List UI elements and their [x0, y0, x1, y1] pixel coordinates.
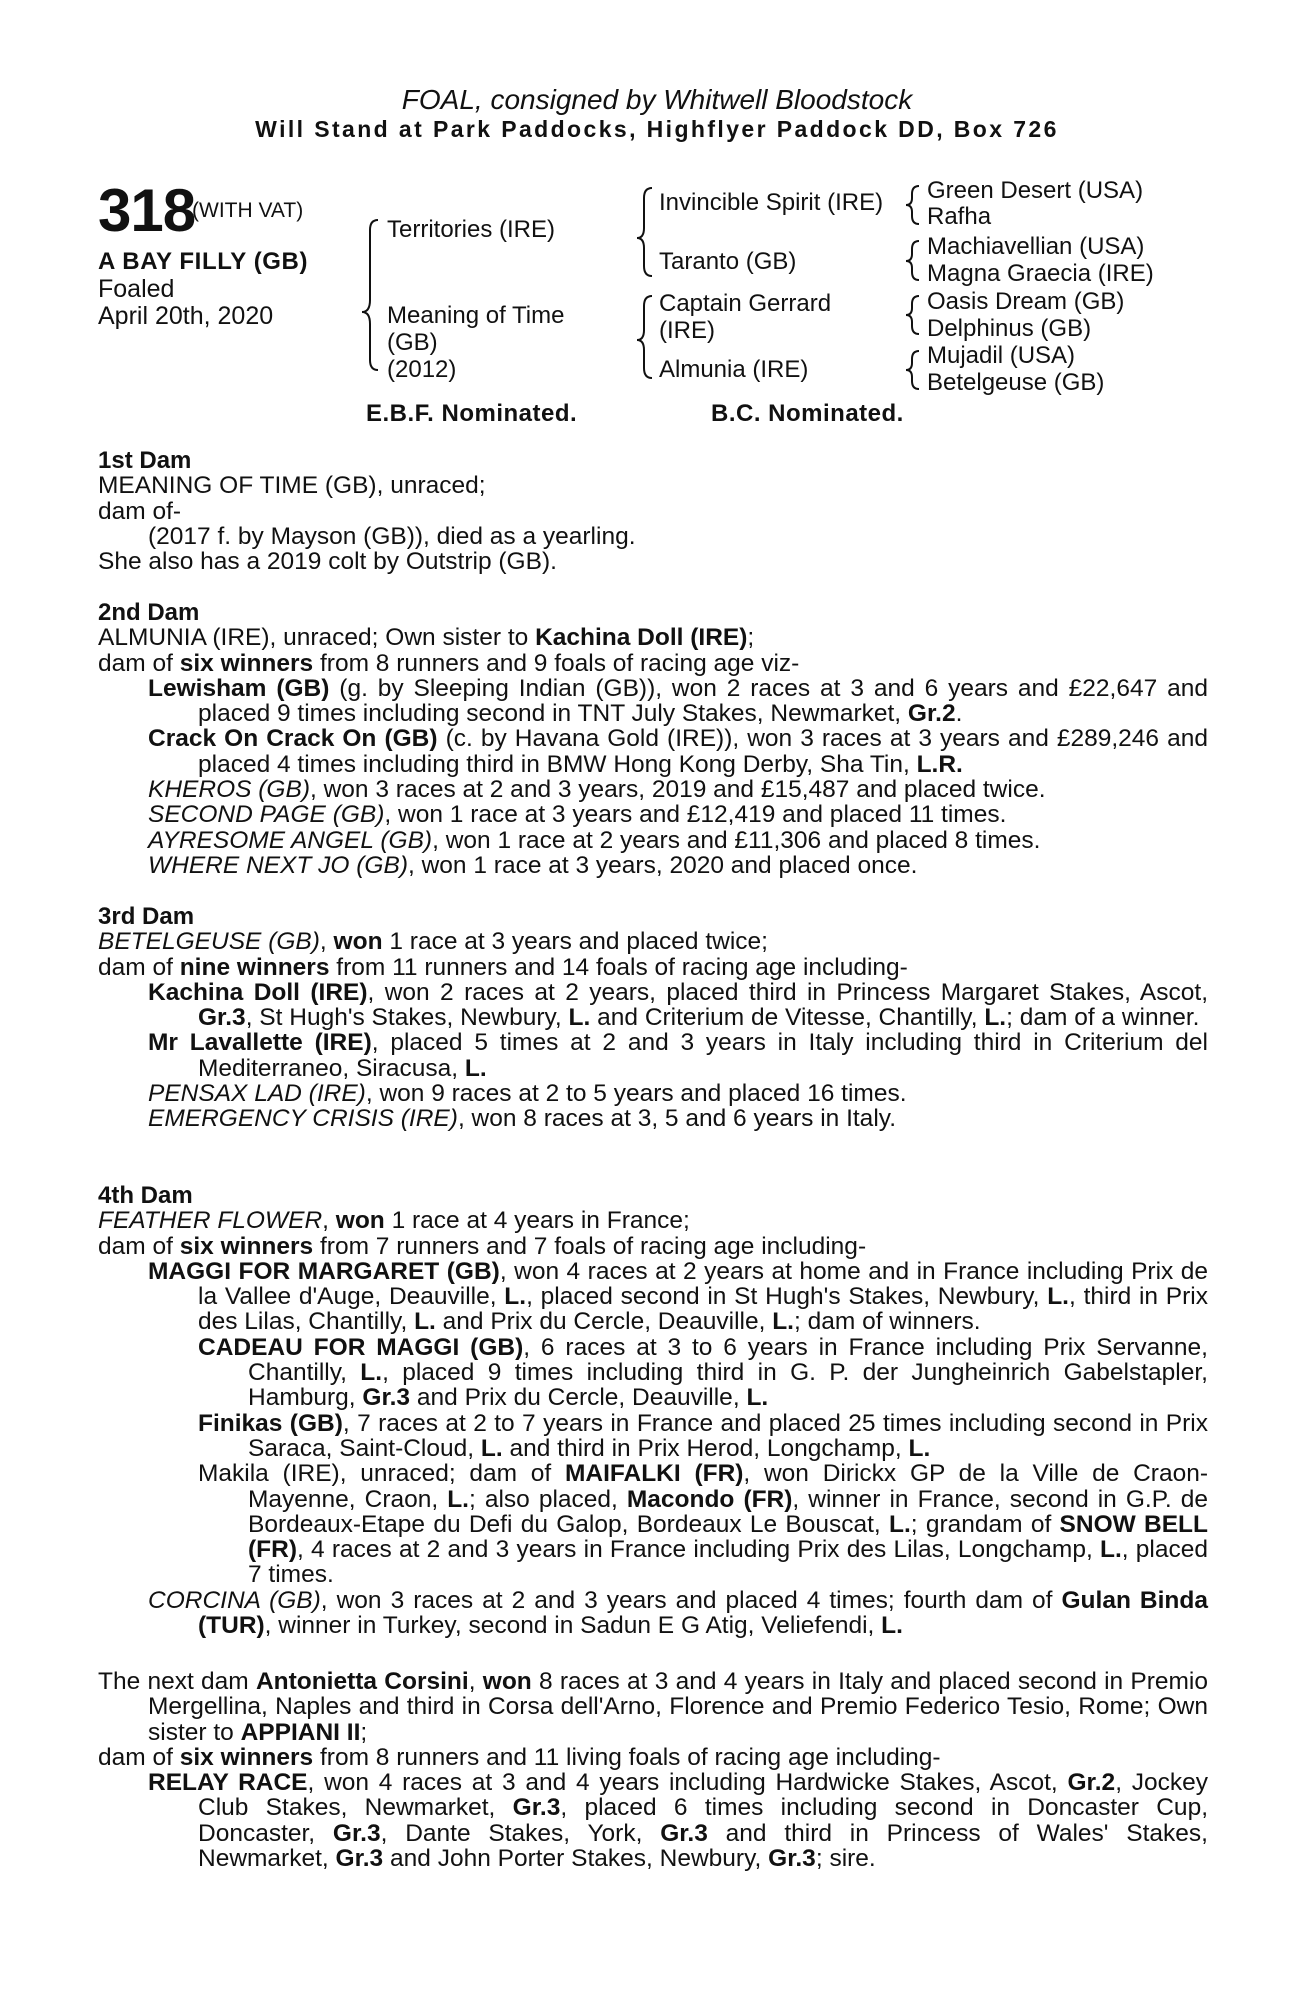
next-dam-section: [98, 1669, 1208, 1871]
sire-sire: Invincible Spirit (IRE): [659, 189, 884, 216]
text: , won 3 races at 2 and 3 years and placed 4 times; fourth dam of: [320, 1586, 1062, 1614]
text: dam of: [98, 1743, 180, 1771]
horse-name: Antonietta Corsini: [255, 1668, 469, 1695]
horse-name: CORCINA (GB): [148, 1586, 321, 1614]
produce-entry: [98, 726, 1208, 777]
text: from 7 runners and 7 foals of racing age including-: [313, 1232, 867, 1260]
horse-name: RELAY RACE: [148, 1769, 308, 1797]
race-grade: L.: [360, 1359, 383, 1387]
text: , won 9 races at 2 to 5 years and placed 16 times.: [365, 1080, 907, 1108]
text: , 6 races at 3 to 6 years in France including Prix Servanne, Chantilly,: [248, 1333, 1208, 1387]
text: and third in Princess of Wales' Stakes, Newmarket,: [198, 1819, 1208, 1873]
race-grade: L.: [414, 1308, 436, 1336]
bc-nominated: B.C. Nominated.: [711, 400, 904, 427]
text: and John Porter Stakes, Newbury,: [383, 1845, 769, 1873]
third-dam-section: [98, 904, 1208, 1132]
race-grade: Gr.3: [768, 1845, 816, 1873]
horse-name: SECOND PAGE (GB): [148, 801, 385, 829]
dam-sire-line2: (IRE): [659, 317, 715, 344]
produce-entry: [98, 676, 1208, 727]
sire-name: Territories (IRE): [387, 216, 556, 243]
race-grade: Gr.3: [660, 1819, 708, 1847]
race-grade: L.R.: [916, 750, 963, 778]
text: ; also placed,: [469, 1485, 627, 1513]
horse-name: Macondo (FR): [626, 1485, 793, 1513]
text: The next dam: [98, 1668, 256, 1695]
horse-name: SNOW BELL (FR): [248, 1510, 1208, 1564]
foaled-label: Foaled: [98, 275, 175, 303]
text: , won 1 race at 2 years and £11,306 and placed 8 times.: [432, 826, 1041, 854]
race-grade: L.: [984, 1004, 1007, 1032]
text: , won 8 races at 3, 5 and 6 years in Italy.: [457, 1105, 896, 1133]
text: , placed second in St Hugh's Stakes, Newbury,: [526, 1283, 1048, 1311]
text: Makila (IRE), unraced; dam of: [198, 1460, 565, 1488]
text: ;: [747, 624, 755, 652]
horse-name: AYRESOME ANGEL (GB): [148, 826, 433, 854]
produce-entry: [98, 1411, 1208, 1462]
fourth-dam-section: [98, 1183, 1208, 1638]
text: 8 races at 3 and 4 years in Italy and placed second in Premio Mergellina, Naples and third in Corsa dell'Arno, Florence and Premio Federico Tesio, Rome; Own sister to: [148, 1668, 1208, 1746]
text: , placed 5 times at 2 and 3 years in Italy including third in Criterium del Mediterraneo, Siracusa,: [198, 1029, 1208, 1082]
text: 1 race at 3 years and placed twice;: [382, 928, 768, 956]
text: from 11 runners and 14 foals of racing age including-: [329, 953, 908, 981]
text: ,: [319, 928, 334, 956]
race-grade: Gr.3: [335, 1845, 384, 1873]
produce-entry: [98, 1106, 1208, 1131]
race-grade: L.: [772, 1308, 794, 1336]
text: , third in Prix des Lilas, Chantilly,: [198, 1283, 1208, 1336]
race-grade: Gr.2: [907, 700, 956, 728]
foaled-date: April 20th, 2020: [98, 302, 274, 330]
text: , won 4 races at 3 and 4 years including Hardwicke Stakes, Ascot,: [307, 1769, 1068, 1797]
lot-description: A BAY FILLY (GB): [98, 248, 309, 275]
text: and Prix du Cercle, Deauville,: [410, 1384, 747, 1412]
text: ; dam of a winner.: [1006, 1004, 1200, 1032]
text: , Dante Stakes, York,: [380, 1819, 661, 1847]
race-grade: L.: [1047, 1283, 1069, 1311]
vat-label: (WITH VAT): [192, 199, 304, 222]
first-dam-line: She also has a 2019 colt by Outstrip (GB).: [98, 548, 557, 576]
text: dam of: [98, 953, 180, 981]
text: , won 1 race at 3 years, 2020 and placed once.: [407, 851, 918, 879]
horse-name: APPIANI II: [240, 1718, 361, 1746]
horse-name: EMERGENCY CRISIS (IRE): [148, 1105, 458, 1133]
horse-name: BETELGEUSE (GB): [98, 928, 320, 956]
produce-entry: [98, 1259, 1208, 1335]
dam-produce: [98, 1234, 1208, 1259]
dam-produce: [98, 955, 1208, 980]
text: ,: [322, 1207, 336, 1235]
page-title: FOAL, consigned by Whitwell Bloodstock: [401, 84, 913, 115]
text: from 8 runners and 9 foals of racing age viz-: [313, 649, 800, 677]
text: and Criterium de Vitesse, Chantilly,: [590, 1004, 985, 1032]
text: , placed 6 times including second in Doncaster Cup, Doncaster,: [198, 1794, 1208, 1847]
text: (c. by Havana Gold (IRE)), won 3 races at 3 years and £289,246 and placed 4 times including third in BMW Hong Kong Derby, Sha Tin,: [198, 725, 1208, 778]
horse-name: MAGGI FOR MARGARET (GB): [148, 1257, 500, 1285]
race-grade: L.: [888, 1510, 911, 1538]
produce-entry: [98, 1588, 1208, 1639]
section-heading: 4th Dam: [98, 1182, 193, 1209]
granddam-2: Rafha: [927, 203, 992, 230]
dam-intro: [98, 1208, 1208, 1233]
produce-entry: [98, 853, 1208, 878]
lot-number: 318: [98, 177, 196, 244]
dam-dam: Almunia (IRE): [659, 356, 809, 383]
text: ,: [468, 1668, 483, 1695]
granddam-8: Betelgeuse (GB): [927, 369, 1105, 396]
grandsire-5: Oasis Dream (GB): [927, 288, 1125, 315]
produce-entry: [98, 1030, 1208, 1081]
race-grade: Gr.3: [198, 1004, 246, 1032]
race-grade: Gr.2: [1067, 1769, 1116, 1797]
second-dam-section: [98, 600, 1208, 878]
horse-name: Kachina Doll (IRE): [535, 624, 748, 652]
produce-entry: [98, 1081, 1208, 1106]
stand-location: Will Stand at Park Paddocks, Highflyer Paddock DD, Box 726: [255, 116, 1059, 142]
section-heading: 3rd Dam: [98, 903, 195, 930]
horse-name: Crack On Crack On (GB): [148, 725, 438, 753]
race-grade: L.: [1099, 1536, 1122, 1564]
text: , won 2 races at 2 years, placed third in Princess Margaret Stakes, Ascot,: [367, 978, 1208, 1006]
won-label: won: [482, 1668, 532, 1695]
text: ;: [360, 1718, 368, 1746]
dam-intro: [98, 625, 1208, 650]
won-label: won: [333, 928, 383, 956]
race-grade: L.: [908, 1434, 931, 1462]
dam-name-line2: (GB): [387, 329, 438, 356]
horse-name: WHERE NEXT JO (GB): [148, 851, 408, 879]
race-grade: L.: [504, 1283, 527, 1311]
text: , 4 races at 2 and 3 years in France including Prix des Lilas, Longchamp,: [296, 1536, 1100, 1564]
horse-name: CADEAU FOR MAGGI (GB): [198, 1333, 524, 1361]
text: , won 3 races at 2 and 3 years, 2019 and £15,487 and placed twice.: [310, 776, 1046, 804]
race-grade: L.: [480, 1434, 503, 1462]
race-grade: L.: [746, 1384, 769, 1412]
won-label: won: [335, 1207, 385, 1235]
pedigree-brackets: [0, 0, 1314, 420]
text: , won 1 race at 3 years and £12,419 and placed 11 times.: [384, 801, 1007, 829]
produce-entry: [98, 828, 1208, 853]
horse-name: Lewisham (GB): [148, 674, 330, 702]
race-grade: Gr.3: [512, 1794, 561, 1822]
winners-count: six winners: [179, 1232, 314, 1260]
horse-name: KHEROS (GB): [148, 776, 310, 804]
race-grade: Gr.3: [332, 1819, 381, 1847]
winners-count: six winners: [179, 1743, 314, 1771]
horse-name: Mr Lavallette (IRE): [148, 1029, 372, 1057]
first-dam-line: MEANING OF TIME (GB), unraced;: [98, 472, 486, 500]
race-grade: Gr.3: [362, 1384, 411, 1412]
winners-count: six winners: [179, 649, 314, 677]
horse-name: FEATHER FLOWER: [98, 1207, 323, 1235]
dam-name-line3: (2012): [387, 356, 457, 383]
text: 1 race at 4 years in France;: [384, 1207, 690, 1235]
text: from 8 runners and 11 living foals of racing age including-: [313, 1743, 941, 1771]
dam-sire-line1: Captain Gerrard: [659, 290, 832, 317]
text: dam of: [98, 1232, 180, 1260]
dam-produce: [98, 651, 1208, 676]
produce-entry: [98, 777, 1208, 802]
dam-intro: [98, 1669, 1208, 1745]
race-grade: L.: [464, 1054, 487, 1082]
grandsire-7: Mujadil (USA): [927, 342, 1076, 369]
text: , placed 9 times including third in G. P. der Jungheinrich Gabelstapler, Hamburg,: [248, 1359, 1208, 1412]
dam-produce: [98, 1745, 1208, 1770]
section-heading: 2nd Dam: [98, 599, 200, 626]
text: (g. by Sleeping Indian (GB)), won 2 races at 3 and 6 years and £22,647 and placed 9 times including second in TNT July Stakes, Newmarket,: [198, 674, 1208, 728]
grandsire-3: Machiavellian (USA): [927, 233, 1145, 260]
dam-name-line1: Meaning of Time: [387, 302, 565, 329]
text: dam of: [98, 649, 180, 677]
horse-name: MAIFALKI (FR): [565, 1460, 744, 1488]
race-grade: L.: [881, 1612, 903, 1640]
text: , winner in Turkey, second in Sadun E G Atig, Veliefendi,: [264, 1612, 882, 1640]
text: and third in Prix Herod, Longchamp,: [502, 1434, 909, 1462]
produce-entry: [98, 1461, 1208, 1587]
text: ALMUNIA (IRE), unraced; Own sister to: [98, 624, 536, 652]
text: ; sire.: [815, 1845, 876, 1873]
text: ; dam of winners.: [793, 1308, 981, 1336]
horse-name: PENSAX LAD (IRE): [148, 1080, 366, 1108]
first-dam-line: (2017 f. by Mayson (GB)), died as a yearling.: [148, 522, 636, 550]
granddam-6: Delphinus (GB): [927, 315, 1092, 342]
dam-intro: [98, 929, 1208, 954]
text: , winner in France, second in G.P. de Bordeaux-Etape du Defi du Galop, Bordeaux Le Bouscat,: [248, 1485, 1208, 1538]
text: , placed 7 times.: [248, 1536, 1208, 1589]
race-grade: L.: [568, 1004, 591, 1032]
first-dam-line: dam of-: [98, 497, 182, 525]
text: , St Hugh's Stakes, Newbury,: [245, 1004, 569, 1032]
text: and Prix du Cercle, Deauville,: [435, 1308, 773, 1336]
produce-entry: [98, 802, 1208, 827]
text: , won Dirickx GP de la Ville de Craon-Mayenne, Craon,: [248, 1460, 1209, 1513]
text: , won 4 races at 2 years at home and in France including Prix de la Vallee d'Auge, Deauville,: [198, 1257, 1208, 1311]
winners-count: nine winners: [179, 953, 330, 981]
text: ; grandam of: [910, 1510, 1060, 1538]
text: , Jockey Club Stakes, Newmarket,: [198, 1769, 1208, 1822]
produce-entry: [98, 980, 1208, 1031]
horse-name: Kachina Doll (IRE): [148, 978, 368, 1006]
text: , 7 races at 2 to 7 years in France and placed 25 times including second in Prix Saraca, Saint-Cloud,: [248, 1409, 1209, 1462]
text: .: [955, 700, 963, 728]
produce-entry: [98, 1335, 1208, 1411]
granddam-4: Magna Graecia (IRE): [927, 260, 1154, 287]
sire-dam: Taranto (GB): [659, 248, 797, 275]
grandsire-1: Green Desert (USA): [927, 177, 1144, 204]
horse-name: Finikas (GB): [198, 1409, 343, 1437]
first-dam-section: [98, 448, 1208, 574]
produce-entry: [98, 1770, 1208, 1871]
ebf-nominated: E.B.F. Nominated.: [366, 400, 578, 427]
horse-name: Gulan Binda (TUR): [198, 1586, 1208, 1640]
section-heading: 1st Dam: [98, 447, 192, 474]
race-grade: L.: [447, 1485, 469, 1513]
